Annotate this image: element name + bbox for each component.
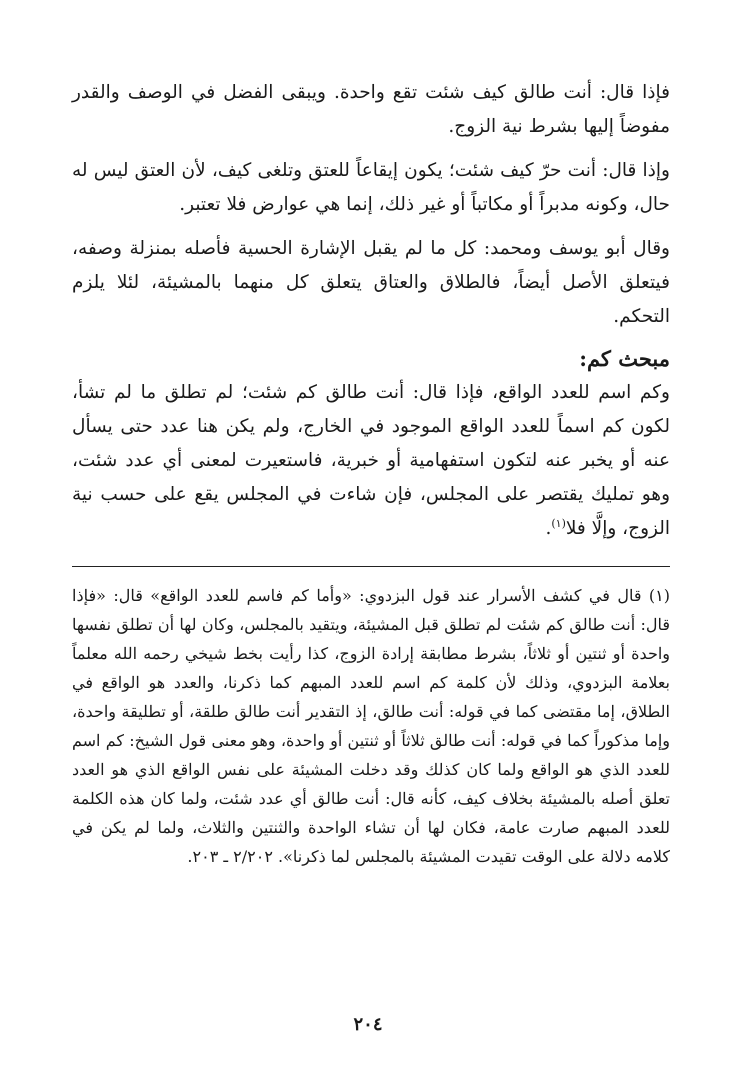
paragraph-3: وقال أبو يوسف ومحمد: كل ما لم يقبل الإشارة الحسية فأصله بمنزلة وصفه، فيتعلق الأصل أيضاً، فالطلاق والعتاق يتعلق كل منهما بالمشيئة، لئلا يلزم التحكم. — [72, 238, 670, 327]
section-body-text: وكم اسم للعدد الواقع، فإذا قال: أنت طالق كم شئت؛ لم تطلق ما لم تشأ، لكون كم اسماً للعدد الواقع الموجود في الخارج، ولم يكن هنا عدد حتى يسأل عنه أو يخبر عنه لتكون استفهامية أو خبرية، فاستعيرت لمعنى أي عدد شئت، وهو تمليك يقتصر على المجلس، فإن شاءت في المجلس يقع على حسب نية الزوج، وإلَّا فلا — [72, 382, 670, 539]
section-body — [72, 376, 670, 546]
footnote-1: (١) قال في كشف الأسرار عند قول البزدوي: «وأما كم فاسم للعدد الواقع» قال: «فإذا قال: أنت طالق كم شئت لم تطلق قبل المشيئة، ويتقيد بالمجلس، وكان لها أن تطلق نفسها واحدة أو ثنتين أو ثلاثاً، بشرط مطابقة إرادة الزوج، كذا رأيت بخط شيخي رحمه الله معلماً بعلامة البزدوي، وذلك لأن كلمة كم اسم للعدد المبهم كما ذكرنا، والعدد هو الواقع في الطلاق، إما مقتضى كما في قوله: أنت طالق، إذ التقدير أنت طالق طلقة، أو تطليقة واحدة، وإما مذكوراً كما في قوله: أنت طالق ثلاثاً أو ثنتين أو واحدة، وهو معنى قول الشيخ: كم اسم للعدد الذي هو الواقع ولما كان كذلك وقد دخلت المشيئة على نفس الواقع الذي هو العدد تعلق أصله بالمشيئة بخلاف كيف، كأنه قال: أنت طالق أي عدد شئت، ولما كان هذه الكلمة للعدد المبهم صارت عامة، فكان لها أن تشاء الواحدة والثنتين والثلاث، ولما لم يكن في كلامه دلالة على الوقت تقيدت المشيئة بالمجلس لما ذكرنا». ٢/٢٠٢ ـ ٢٠٣. — [72, 586, 671, 866]
section-body-end: . — [545, 518, 552, 539]
page-number: ٢٠٤ — [353, 1014, 383, 1035]
footnote-marker: (١) — [551, 516, 566, 530]
section-heading: مبحث كم: — [579, 346, 670, 371]
paragraph-2: وإذا قال: أنت حرّ كيف شئت؛ يكون إيقاعاً للعتق وتلغى كيف، لأن العتق ليس له حال، وكونه مدبراً أو مكاتباً أو غير ذلك، إنما هي عوارض فلا تعتبر. — [72, 160, 670, 215]
footnote-divider — [72, 566, 670, 567]
paragraph-1: فإذا قال: أنت طالق كيف شئت تقع واحدة. ويبقى الفضل في الوصف والقدر مفوضاً إليها بشرط نية الزوج. — [72, 82, 670, 137]
